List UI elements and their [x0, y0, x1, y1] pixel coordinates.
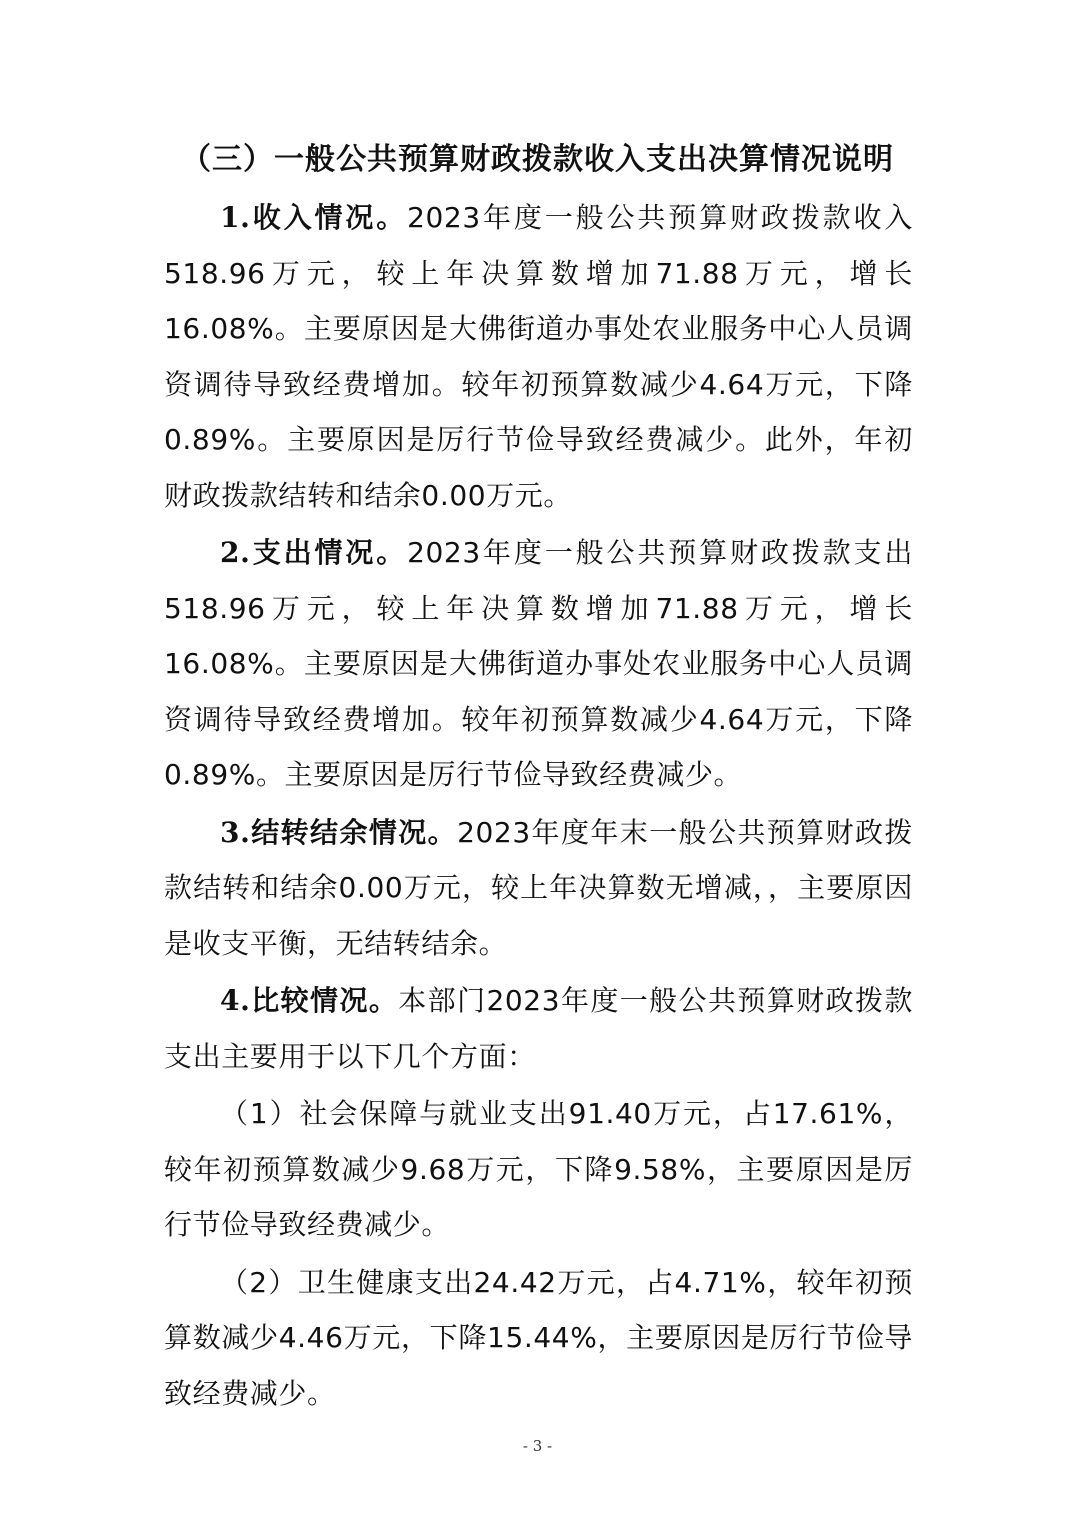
paragraph-lead: 1.收入情况。 [220, 201, 408, 234]
paragraph-text: 2023年度一般公共预算财政拨款支出518.96万元，较上年决算数增加71.88万元，增长16.08%。主要原因是大佛街道办事处农业服务中心人员调资调待导致经费增加。较年初预算数减少4.64万元，下降0.89%。主要原因是厉行节俭导致经费减少。 [164, 536, 914, 791]
paragraph-lead: 4.比较情况。 [220, 984, 399, 1017]
page-number: - 3 - [522, 1437, 553, 1455]
paragraph-income [164, 190, 913, 523]
paragraph-lead: 3.结转结余情况。 [220, 815, 458, 849]
paragraph-expenditure [164, 525, 913, 803]
body-text [164, 190, 913, 1421]
section-heading: （三）一般公共预算财政拨款收入支出决算情况说明 [181, 142, 894, 177]
paragraph-text: 2023年度年末一般公共预算财政拨款结转和结余0.00万元，较上年决算数无增减，，主要原因是收支平衡，无结转结余。 [164, 815, 913, 960]
paragraph-text: 2023年度一般公共预算财政拨款收入518.96万元，较上年决算数增加71.88万元，增长16.08%。主要原因是大佛街道办事处农业服务中心人员调资调待导致经费增加。较年初预算数减少4.64万元，下降0.89%。主要原因是厉行节俭导致经费减少。此外，年初财政拨款结转和结余0.00万元。 [164, 201, 914, 512]
list-item: （1）社会保障与就业支出91.40万元，占17.61%，较年初预算数减少9.68万元，下降9.58%，主要原因是厉行节俭导致经费减少。 [164, 1097, 913, 1241]
paragraph-text: 本部门2023年度一般公共预算财政拨款支出主要用于以下几个方面： [164, 984, 913, 1073]
paragraph-comparison [164, 973, 913, 1084]
paragraph-carryover [164, 805, 913, 972]
paragraph-lead: 2.支出情况。 [220, 536, 408, 569]
list-item: （2）卫生健康支出24.42万元，占4.71%，较年初预算数减少4.46万元，下降15.44%，主要原因是厉行节俭导致经费减少。 [164, 1265, 913, 1410]
